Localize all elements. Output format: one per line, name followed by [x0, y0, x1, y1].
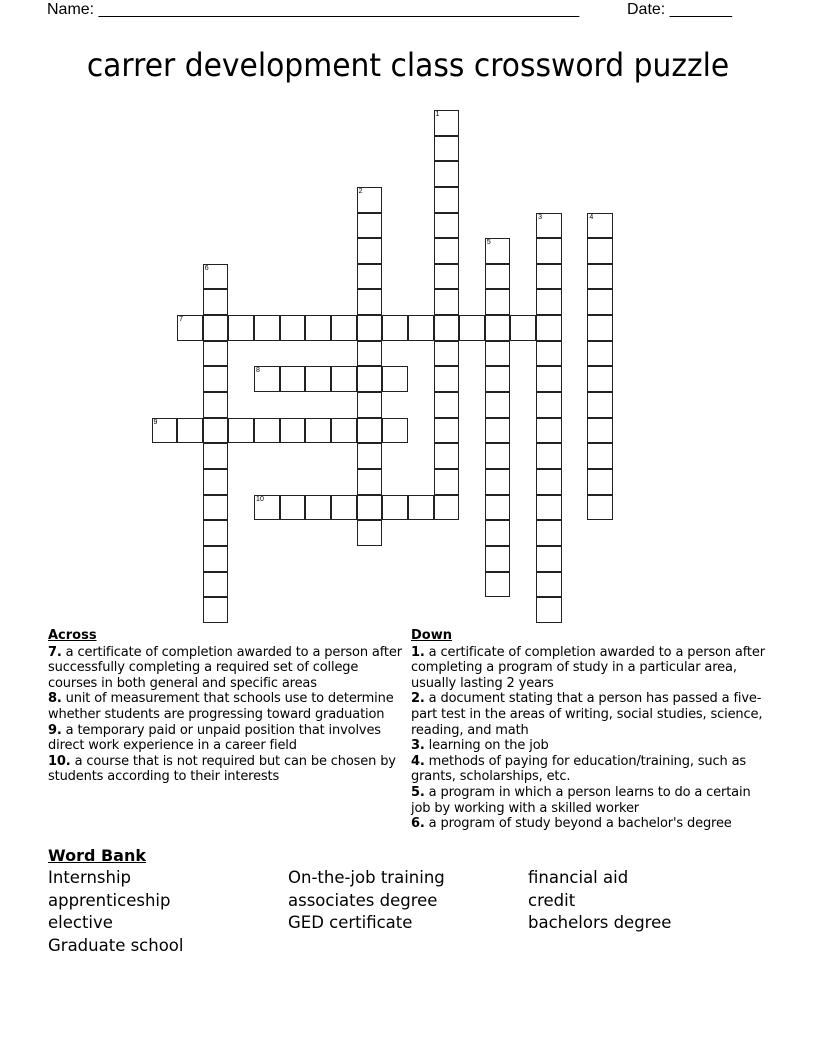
grid-cell[interactable]	[203, 469, 229, 495]
grid-cell[interactable]	[536, 469, 562, 495]
cell-number: 10	[256, 495, 264, 503]
grid-cell[interactable]	[485, 495, 511, 521]
grid-cell[interactable]	[305, 495, 331, 521]
grid-cell[interactable]	[203, 520, 229, 546]
grid-cell[interactable]	[536, 443, 562, 469]
grid-cell[interactable]	[587, 289, 613, 315]
clue-number: 9.	[48, 722, 62, 738]
clue-across-9	[48, 723, 408, 754]
clue-across-10	[48, 754, 408, 785]
clue-across-8	[48, 691, 408, 722]
grid-cell[interactable]	[254, 315, 280, 341]
word-bank-item: associates degree	[288, 890, 438, 910]
grid-cell[interactable]	[434, 469, 460, 495]
grid-cell[interactable]	[357, 520, 383, 546]
name-field[interactable]: Name: ______________________________________________________	[47, 1, 580, 18]
grid-cell[interactable]	[536, 597, 562, 623]
grid-cell[interactable]	[485, 341, 511, 367]
clue-number: 5.	[411, 784, 425, 800]
grid-cell[interactable]	[536, 392, 562, 418]
grid-cell[interactable]	[434, 418, 460, 444]
grid-cell[interactable]	[203, 315, 229, 341]
grid-cell[interactable]	[254, 418, 280, 444]
grid-cell[interactable]	[459, 315, 485, 341]
grid-cell[interactable]	[587, 418, 613, 444]
grid-cell[interactable]	[280, 366, 306, 392]
date-field[interactable]: Date: _______	[627, 1, 732, 18]
grid-cell[interactable]	[587, 341, 613, 367]
cell-number: 3	[538, 213, 542, 221]
clue-down-2	[411, 691, 771, 738]
grid-cell[interactable]	[357, 238, 383, 264]
grid-cell[interactable]	[331, 418, 357, 444]
grid-cell[interactable]	[587, 315, 613, 341]
grid-cell[interactable]	[203, 366, 229, 392]
grid-cell[interactable]	[357, 264, 383, 290]
grid-cell[interactable]	[357, 366, 383, 392]
clue-down-1	[411, 645, 771, 692]
grid-cell[interactable]	[536, 366, 562, 392]
clue-down-4	[411, 754, 771, 785]
clue-number: 6.	[411, 816, 425, 832]
grid-cell[interactable]	[434, 495, 460, 521]
grid-cell[interactable]	[382, 495, 408, 521]
across-heading: Across	[48, 628, 97, 643]
word-bank-title: Word Bank	[48, 846, 147, 865]
grid-cell[interactable]	[228, 315, 254, 341]
grid-cell[interactable]	[587, 366, 613, 392]
cell-number: 2	[358, 187, 363, 195]
grid-cell[interactable]	[485, 366, 511, 392]
cell-number: 4	[589, 213, 594, 221]
grid-cell[interactable]	[536, 264, 562, 290]
grid-cell[interactable]	[254, 495, 280, 521]
clue-down-5	[411, 785, 771, 816]
grid-cell[interactable]	[434, 264, 460, 290]
word-bank-item: elective	[48, 913, 113, 933]
grid-cell[interactable]	[203, 341, 229, 367]
grid-cell[interactable]	[357, 315, 383, 341]
clue-text: methods of paying for education/training, such as grants, scholarships, etc.	[411, 753, 747, 785]
grid-cell[interactable]	[203, 392, 229, 418]
grid-cell[interactable]	[203, 289, 229, 315]
cell-number: 6	[204, 264, 209, 272]
grid-cell[interactable]	[434, 341, 460, 367]
grid-cell[interactable]	[485, 392, 511, 418]
word-bank-item: GED certificate	[288, 913, 413, 933]
grid-cell[interactable]	[536, 495, 562, 521]
grid-cell[interactable]	[485, 469, 511, 495]
grid-cell[interactable]	[203, 443, 229, 469]
cell-number: 1	[435, 111, 440, 118]
grid-cell[interactable]	[587, 443, 613, 469]
grid-cell[interactable]	[357, 341, 383, 367]
grid-cell[interactable]	[305, 366, 331, 392]
grid-cell[interactable]	[203, 546, 229, 572]
grid-cell[interactable]	[280, 495, 306, 521]
grid-cell[interactable]	[485, 520, 511, 546]
grid-cell[interactable]	[587, 495, 613, 521]
clue-number: 2.	[411, 691, 425, 707]
down-clues	[411, 628, 771, 832]
clue-text: unit of measurement that schools use to determine whether students are progressing toward graduation	[48, 691, 394, 722]
grid-cell[interactable]	[331, 495, 357, 521]
grid-cell[interactable]	[382, 366, 408, 392]
grid-cell[interactable]	[228, 418, 254, 444]
word-bank-item: bachelors degree	[528, 913, 672, 933]
cell-number: 7	[179, 316, 184, 324]
grid-cell[interactable]	[485, 572, 511, 598]
down-heading: Down	[411, 628, 452, 643]
grid-cell[interactable]	[331, 366, 357, 392]
clue-number: 10.	[48, 753, 71, 769]
word-bank-item: Graduate school	[48, 935, 184, 955]
grid-cell[interactable]	[434, 110, 460, 136]
grid-cell[interactable]	[434, 289, 460, 315]
grid-cell[interactable]	[434, 161, 460, 187]
grid-cell[interactable]	[382, 418, 408, 444]
word-bank-item: financial aid	[528, 868, 629, 887]
grid-cell[interactable]	[587, 469, 613, 495]
clue-text: a program in which a person learns to do a certain job by working with a skilled worker	[411, 784, 751, 816]
across-clues	[48, 628, 408, 785]
clue-text: a certificate of completion awarded to a person after successfully completing a required set of college courses in both general and specific areas	[48, 644, 402, 691]
grid-cell[interactable]	[280, 418, 306, 444]
grid-cell[interactable]	[434, 136, 460, 162]
grid-cell[interactable]	[152, 418, 178, 444]
grid-cell[interactable]	[485, 264, 511, 290]
clue-down-6	[411, 816, 771, 832]
grid-cell[interactable]	[434, 213, 460, 239]
clue-text: a temporary paid or unpaid position that involves direct work experience in a career field	[48, 722, 381, 754]
grid-cell[interactable]	[587, 238, 613, 264]
grid-cell[interactable]	[305, 315, 331, 341]
grid-cell[interactable]	[177, 315, 203, 341]
grid-cell[interactable]	[203, 495, 229, 521]
clue-text: learning on the job	[424, 738, 549, 754]
grid-cell[interactable]	[357, 418, 383, 444]
grid-cell[interactable]	[485, 418, 511, 444]
grid-cell[interactable]	[357, 187, 383, 213]
cell-number: 8	[256, 367, 260, 375]
grid-cell[interactable]	[357, 392, 383, 418]
cell-number: 5	[486, 239, 491, 247]
grid-cell[interactable]	[408, 495, 434, 521]
grid-cell[interactable]	[536, 520, 562, 546]
grid-cell[interactable]	[177, 418, 203, 444]
grid-cell[interactable]	[536, 315, 562, 341]
grid-cell[interactable]	[587, 264, 613, 290]
grid-cell[interactable]	[536, 289, 562, 315]
grid-cell[interactable]	[357, 213, 383, 239]
clue-number: 3.	[411, 738, 425, 754]
grid-cell[interactable]	[434, 315, 460, 341]
word-bank-item: apprenticeship	[48, 890, 171, 910]
grid-cell[interactable]	[331, 315, 357, 341]
grid-cell[interactable]	[485, 443, 511, 469]
grid-cell[interactable]	[485, 289, 511, 315]
clue-text: a course that is not required but can be chosen by students according to their interests	[48, 753, 396, 785]
grid-cell[interactable]	[203, 418, 229, 444]
grid-cell[interactable]	[536, 341, 562, 367]
grid-cell[interactable]	[536, 418, 562, 444]
clue-number: 7.	[48, 644, 62, 660]
grid-cell[interactable]	[485, 315, 511, 341]
grid-cell[interactable]	[357, 443, 383, 469]
grid-cell[interactable]	[203, 264, 229, 290]
clue-text: a document stating that a person has passed a five-part test in the areas of writing, social studies, science, reading, and math	[411, 691, 763, 738]
grid-cell[interactable]	[587, 213, 613, 239]
grid-cell[interactable]	[434, 187, 460, 213]
grid-cell[interactable]	[305, 418, 331, 444]
clue-down-3	[411, 738, 771, 754]
grid-cell[interactable]	[254, 366, 280, 392]
word-bank-item: Internship	[48, 868, 132, 887]
grid-cell[interactable]	[536, 238, 562, 264]
grid-cell[interactable]	[357, 289, 383, 315]
word-bank-item: credit	[528, 890, 576, 910]
clue-number: 4.	[411, 753, 425, 769]
clue-number: 1.	[411, 644, 425, 660]
grid-cell[interactable]	[536, 546, 562, 572]
grid-cell[interactable]	[357, 495, 383, 521]
grid-cell[interactable]	[382, 315, 408, 341]
clue-text: a program of study beyond a bachelor's degree	[424, 816, 732, 832]
word-bank-item: On-the-job training	[288, 868, 445, 887]
grid-cell[interactable]	[434, 392, 460, 418]
grid-cell[interactable]	[280, 315, 306, 341]
grid-cell[interactable]	[357, 469, 383, 495]
grid-cell[interactable]	[485, 238, 511, 264]
grid-cell[interactable]	[485, 546, 511, 572]
clue-text: a certificate of completion awarded to a person after completing a program of study in a particular area, usually lasting 2 years	[411, 644, 765, 691]
clue-across-7	[48, 645, 408, 692]
grid-cell[interactable]	[434, 443, 460, 469]
grid-cell[interactable]	[587, 392, 613, 418]
grid-cell[interactable]	[536, 213, 562, 239]
grid-cell[interactable]	[536, 572, 562, 598]
word-bank	[48, 845, 768, 957]
word-bank-list	[48, 867, 768, 957]
grid-cell[interactable]	[203, 572, 229, 598]
grid-cell[interactable]	[408, 315, 434, 341]
grid-cell[interactable]	[203, 597, 229, 623]
page-title: carrer development class crossword puzzle	[86, 46, 730, 84]
grid-cell[interactable]	[510, 315, 536, 341]
clue-number: 8.	[48, 691, 62, 707]
grid-cell[interactable]	[434, 238, 460, 264]
grid-cell[interactable]	[434, 366, 460, 392]
cell-number: 9	[153, 418, 158, 426]
